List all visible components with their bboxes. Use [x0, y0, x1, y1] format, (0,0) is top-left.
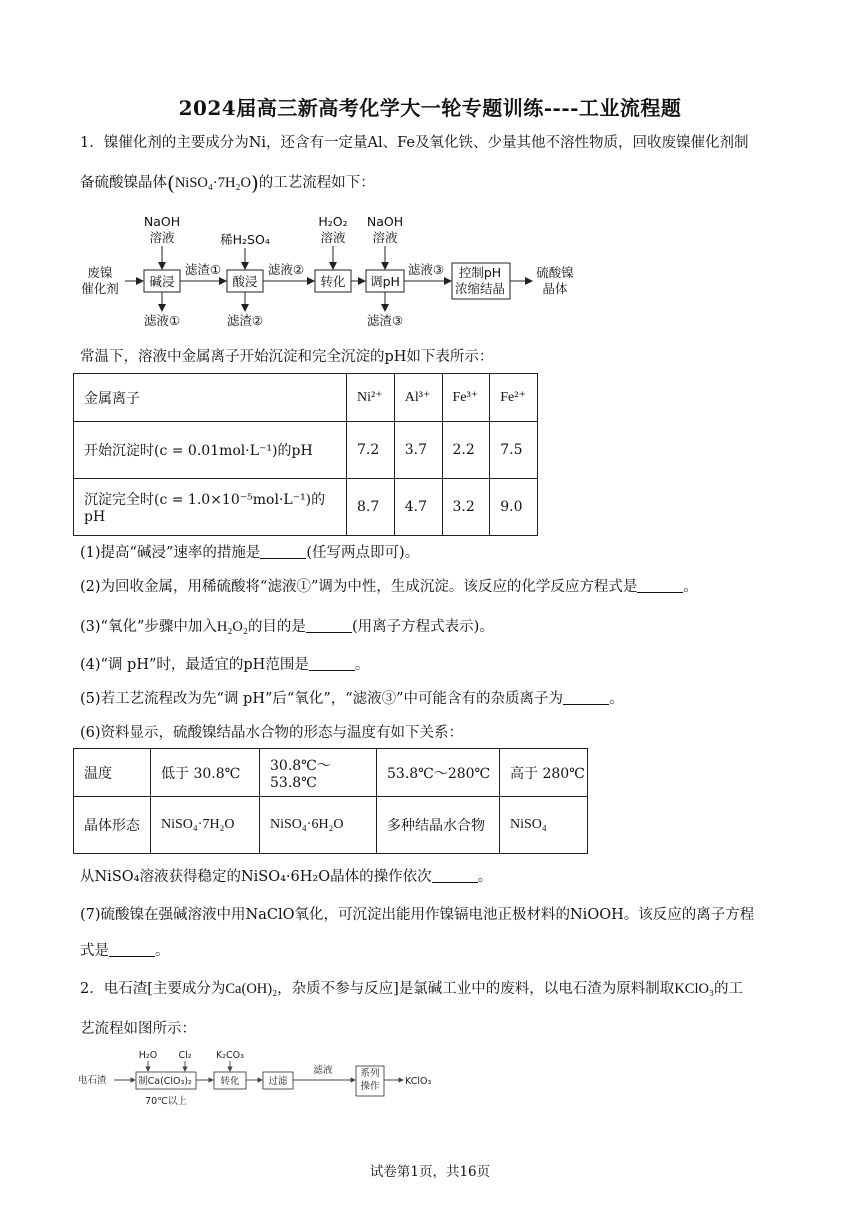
- flow-box1-label: 碱浸: [149, 274, 175, 289]
- q2-line2: 艺流程如图所示：: [80, 1021, 196, 1037]
- q1-sub3-pre: (3)“氧化”步骤中加入: [80, 619, 217, 635]
- cell-complete-fe3: 3.2: [442, 479, 490, 536]
- flow-arrow-label4: 滤液③: [407, 262, 445, 277]
- q2-flow-cl2: Cl₂: [178, 1050, 192, 1061]
- q2-line1: [80, 980, 780, 998]
- q1-intro-formula: NiSO₄·7H₂O: [174, 175, 251, 191]
- q2-line1-mid: ，杂质不参与反应]是氯碱工业中的废料，以电石渣为原料制取: [277, 981, 675, 997]
- q1-sub3-end: (用离子方程式表示)。: [351, 619, 494, 635]
- q2-flow-input: 电石渣: [78, 1075, 107, 1086]
- q1-sub6-follow-text: 从NiSO₄溶液获得稳定的NiSO₄·6H₂O晶体的操作依次: [80, 869, 432, 885]
- flow-box5-label2: 浓缩结晶: [454, 281, 506, 296]
- q2-flow-box4-label2: 操作: [360, 1081, 380, 1092]
- q2-flow-box3-label: 过滤: [268, 1076, 288, 1087]
- flow-reagent3-a: H₂O₂: [318, 214, 348, 229]
- q1-flow-diagram: [70, 206, 590, 334]
- ph-table-header-row: [74, 374, 538, 422]
- flow-box5-label1: 控制pH: [458, 265, 502, 280]
- q1-sub5: [80, 690, 780, 708]
- ph-table-row-complete: [74, 479, 538, 536]
- page-title: 2024届高三新高考化学大一轮专题训练----工业流程题: [178, 96, 682, 120]
- cell-form-1: NiSO₄·7H₂O: [151, 797, 260, 854]
- cell-temp-2: 30.8℃～53.8℃: [260, 749, 377, 797]
- ph-table-row-start: [74, 422, 538, 479]
- q1-sub4: [80, 656, 780, 674]
- cell-complete-ni: 8.7: [347, 479, 395, 536]
- ph-table-header-label: 金属离子: [74, 374, 347, 422]
- q2-flow-output: KClO₃: [405, 1076, 432, 1087]
- cell-temp-1: 低于 30.8℃: [151, 749, 260, 797]
- answer-blank[interactable]: [109, 942, 155, 957]
- cell-complete-al: 4.7: [394, 479, 442, 536]
- q1-sub6: (6)资料显示，硫酸镍结晶水合物的形态与温度有如下关系：: [80, 725, 464, 741]
- q2-flow-h2o: H₂O: [138, 1050, 158, 1061]
- q1-sub5-text: (5)若工艺流程改为先“调 pH”后“氧化”，“滤液③”中可能含有的杂质离子为: [80, 691, 564, 707]
- answer-blank[interactable]: [563, 690, 609, 705]
- answer-blank[interactable]: [309, 656, 355, 671]
- ph-table: [73, 373, 538, 536]
- ion-fe2: Fe²⁺: [490, 374, 538, 422]
- flow-input-left-1: 废镍: [87, 265, 113, 280]
- q1-sub5-end: 。: [609, 691, 624, 707]
- q1-intro-line2: 备硫酸镍晶体(NiSO₄·7H₂O)的工艺流程如下：: [80, 171, 375, 195]
- q1-sub2-end: 。: [683, 579, 698, 595]
- flow-box4-label: 调pH: [370, 274, 400, 289]
- q1-sub1-text: (1)提高“碱浸”速率的措施是: [80, 545, 261, 561]
- q2-formula-caoh2: Ca(OH)₂: [225, 981, 278, 997]
- flow-out1: 滤液①: [143, 313, 181, 328]
- cell-complete-fe2: 9.0: [490, 479, 538, 536]
- flow-reagent1-b: 溶液: [149, 230, 175, 245]
- q2-flow-box1-note: 70℃以上: [145, 1096, 187, 1106]
- crystal-table-row-form: [74, 797, 588, 854]
- flow-arrow-label2: 滤液②: [267, 262, 305, 277]
- cell-form-label: 晶体形态: [74, 797, 151, 854]
- answer-blank[interactable]: [432, 868, 478, 883]
- flow-output-right-2: 晶体: [542, 281, 568, 296]
- q2-flow-k2co3: K₂CO₃: [216, 1050, 244, 1061]
- q2-line1-pre: 2．电石渣[主要成分为: [80, 981, 226, 997]
- flow-out2: 滤渣②: [226, 313, 264, 328]
- q1-sub7-line1: (7)硫酸镍在强碱溶液中用NaClO氧化，可沉淀出能用作镍镉电池正极材料的NiOOH。该反应的离子方程: [80, 907, 755, 923]
- q1-sub4-end: 。: [354, 657, 370, 673]
- q1-sub3-formula: H₂O₂: [216, 619, 248, 635]
- flow-reagent2: 稀H₂SO₄: [220, 232, 270, 247]
- cell-temp-3: 53.8℃～280℃: [377, 749, 500, 797]
- cell-form-3: 多种结晶水合物: [377, 797, 500, 854]
- q1-sub4-text: (4)“调 pH”时，最适宜的pH范围是: [80, 657, 309, 673]
- cell-temp-label: 温度: [74, 749, 151, 797]
- q1-sub2-text: (2)为回收金属，用稀硫酸将“滤液①”调为中性，生成沉淀。该反应的化学反应方程式是: [80, 579, 638, 595]
- q1-sub1: [80, 544, 780, 562]
- answer-blank[interactable]: [260, 544, 306, 559]
- cell-start-ni: 7.2: [347, 422, 395, 479]
- q2-flow-arrow-label: 滤液: [313, 1065, 333, 1076]
- ion-al: Al³⁺: [394, 374, 442, 422]
- cell-form-2: NiSO₄·6H₂O: [260, 797, 377, 854]
- cell-form-4: NiSO₄: [500, 797, 588, 854]
- q1-intro-post: 的工艺流程如下：: [258, 175, 375, 191]
- row-complete-label: 沉淀完全时(c = 1.0×10⁻⁵mol·L⁻¹)的pH: [74, 479, 347, 536]
- cell-start-fe3: 2.2: [442, 422, 490, 479]
- q2-flow-box2-label: 转化: [220, 1076, 240, 1087]
- q2-flow-box1-label: 制Ca(ClO₃)₂: [138, 1076, 192, 1087]
- flow-reagent4-a: NaOH: [366, 214, 404, 229]
- ion-fe3: Fe³⁺: [442, 374, 490, 422]
- q1-intro-pre: 备硫酸镍晶体: [80, 175, 167, 191]
- crystal-table-row-temp: [74, 749, 588, 797]
- q2-formula-kclo3: KClO₃: [674, 981, 715, 997]
- answer-blank[interactable]: [306, 618, 352, 633]
- q1-sub7-text: 式是: [80, 943, 109, 959]
- cell-start-al: 3.7: [394, 422, 442, 479]
- flow-reagent3-b: 溶液: [320, 230, 346, 245]
- q1-sub3-post: 的目的是: [247, 619, 306, 635]
- flow-box3-label: 转化: [320, 274, 346, 289]
- q2-line1-post: 的工: [714, 981, 744, 997]
- flow-out4: 滤渣③: [366, 313, 404, 328]
- q1-sub6-end: 。: [477, 869, 493, 885]
- q1-sub3: [80, 618, 780, 636]
- q1-sub7-line2: [80, 942, 780, 960]
- q1-sub7-end: 。: [155, 943, 170, 959]
- q1-sub1-end: (任写两点即可)。: [306, 545, 420, 561]
- flow-reagent1-a: NaOH: [143, 214, 181, 229]
- crystal-table: [73, 748, 588, 854]
- q2-flow-box4-label1: 系列: [360, 1068, 380, 1079]
- flow-arrow-label1: 滤渣①: [184, 262, 222, 277]
- flow-reagent4-b: 溶液: [372, 230, 398, 245]
- page-footer: 试卷第1页，共16页: [369, 1164, 491, 1180]
- flow-input-left-2: 催化剂: [81, 281, 119, 296]
- q1-sub2: [80, 578, 780, 596]
- row-start-label: 开始沉淀时(c = 0.01mol·L⁻¹)的pH: [74, 422, 347, 479]
- answer-blank[interactable]: [637, 578, 683, 593]
- flow-output-right-1: 硫酸镍: [536, 265, 574, 280]
- q1-sub6-follow: [80, 868, 780, 886]
- cell-temp-4: 高于 280℃: [500, 749, 588, 797]
- flow-box2-label: 酸浸: [232, 274, 258, 289]
- q1-intro-line1: 1．镍催化剂的主要成分为Ni，还含有一定量Al、Fe及氧化铁、少量其他不溶性物质，回收废镍催化剂制: [80, 135, 749, 151]
- q2-flow-diagram: [78, 1046, 458, 1106]
- q1-table-intro: 常温下，溶液中金属离子开始沉淀和完全沉淀的pH如下表所示：: [80, 349, 494, 365]
- ion-ni: Ni²⁺: [347, 374, 395, 422]
- cell-start-fe2: 7.5: [490, 422, 538, 479]
